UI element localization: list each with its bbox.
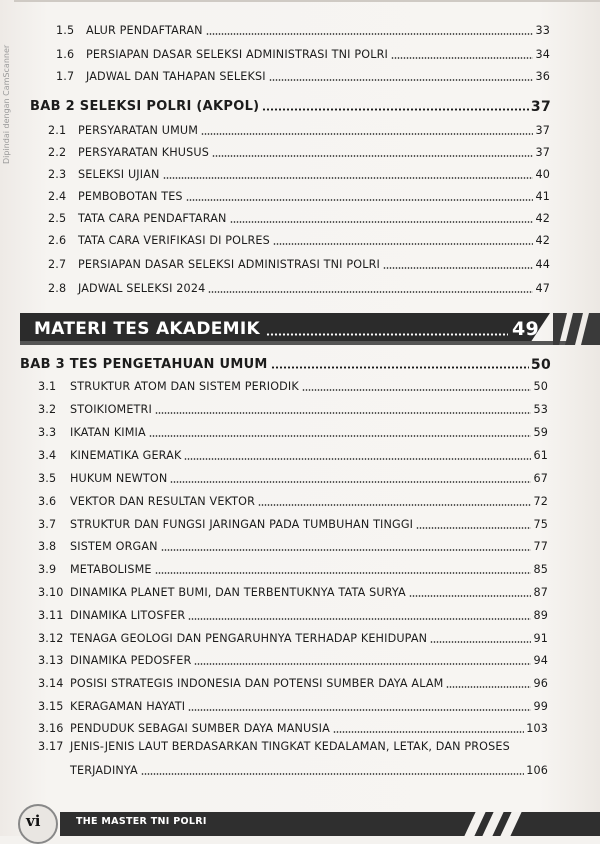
toc-entry[interactable] <box>48 124 550 138</box>
toc-entry[interactable] <box>38 722 548 736</box>
entry-number: 1.6 <box>56 48 75 61</box>
entry-number: 1.5 <box>56 24 75 37</box>
leader-dots <box>212 155 533 157</box>
toc-entry[interactable] <box>38 586 548 600</box>
leader-dots <box>201 133 533 135</box>
entry-title: TATA CARA PENDAFTARAN <box>78 212 227 225</box>
toc-entry[interactable] <box>38 495 548 509</box>
entry-title: PERSYARATAN UMUM <box>78 124 199 137</box>
toc-entry[interactable] <box>48 190 550 204</box>
footer-brand: THE MASTER TNI POLRI <box>76 816 207 827</box>
entry-title: IKATAN KIMIA <box>70 426 146 439</box>
entry-title: DINAMIKA PLANET BUMI, DAN TERBENTUKNYA TATA SURYA <box>70 586 406 599</box>
toc-entry[interactable] <box>48 146 550 160</box>
leader-dots <box>170 481 531 483</box>
entry-page: 33 <box>535 24 550 37</box>
entry-title: METABOLISME <box>70 563 152 576</box>
entry-number: 3.9 <box>38 563 57 576</box>
leader-dots <box>333 731 524 733</box>
toc-entry[interactable] <box>38 654 548 668</box>
entry-title: DINAMIKA LITOSFER <box>70 609 186 622</box>
toc-entry[interactable] <box>38 540 548 554</box>
entry-title: POSISI STRATEGIS INDONESIA DAN POTENSI SUMBER DAYA ALAM <box>70 677 444 690</box>
chapter-heading[interactable] <box>30 100 551 114</box>
leader-dots <box>184 458 531 460</box>
leader-dots <box>155 412 532 414</box>
leader-dots <box>206 33 534 35</box>
leader-dots <box>273 243 534 245</box>
entry-title: KINEMATIKA GERAK <box>70 449 182 462</box>
entry-page: 47 <box>535 282 550 295</box>
chapter-page: 37 <box>530 99 551 115</box>
toc-entry[interactable] <box>38 449 548 463</box>
entry-page: 91 <box>533 632 548 645</box>
entry-page: 72 <box>533 495 548 508</box>
leader-dots <box>383 267 534 269</box>
leader-dots <box>230 221 534 223</box>
section-title: MATERI TES AKADEMIK <box>34 319 260 339</box>
entry-page: 77 <box>533 540 548 553</box>
entry-page: 85 <box>533 563 548 576</box>
entry-page: 87 <box>533 586 548 599</box>
entry-number: 3.5 <box>38 472 57 485</box>
top-divider <box>14 0 600 2</box>
leader-dots <box>194 663 531 665</box>
leader-dots <box>430 641 531 643</box>
scanner-watermark: Dipindai dengan CamScanner <box>2 44 11 164</box>
entry-page: 50 <box>533 380 548 393</box>
entry-page: 44 <box>535 258 550 271</box>
leader-dots <box>188 618 531 620</box>
toc-entry[interactable] <box>38 740 548 777</box>
entry-title: PERSYARATAN KHUSUS <box>78 146 209 159</box>
entry-number: 2.5 <box>48 212 67 225</box>
entry-number: 3.13 <box>38 654 64 667</box>
entry-number: 3.11 <box>38 609 64 622</box>
entry-number: 3.4 <box>38 449 57 462</box>
leader-dots <box>269 79 534 81</box>
entry-page: 61 <box>533 449 548 462</box>
entry-title-line1: JENIS-JENIS LAUT BERDASARKAN TINGKAT KEDALAMAN, LETAK, DAN PROSES <box>70 740 510 753</box>
entry-number: 3.10 <box>38 586 64 599</box>
entry-number: 3.12 <box>38 632 64 645</box>
entry-title-line2: TERJADINYA <box>70 764 138 777</box>
entry-page: 42 <box>535 212 550 225</box>
entry-title: HUKUM NEWTON <box>70 472 168 485</box>
toc-entry[interactable] <box>38 609 548 623</box>
toc-entry[interactable] <box>38 700 548 714</box>
toc-entry[interactable] <box>56 48 550 62</box>
entry-page: 37 <box>535 146 550 159</box>
entry-page: 41 <box>535 190 550 203</box>
leader-dots <box>258 504 531 506</box>
leader-dots <box>188 709 531 711</box>
section-page: 49 <box>511 318 539 340</box>
entry-number: 3.1 <box>38 380 57 393</box>
toc-entry[interactable] <box>48 282 550 296</box>
toc-entry[interactable] <box>56 70 550 84</box>
entry-number: 3.17 <box>38 740 64 753</box>
toc-entry[interactable] <box>38 677 548 691</box>
entry-page: 53 <box>533 403 548 416</box>
entry-title: DINAMIKA PEDOSFER <box>70 654 192 667</box>
entry-title: JADWAL SELEKSI 2024 <box>78 282 206 295</box>
entry-title: PERSIAPAN DASAR SELEKSI ADMINISTRASI TNI POLRI <box>78 258 380 271</box>
leader-dots <box>446 686 531 688</box>
entry-page: 37 <box>535 124 550 137</box>
entry-page: 42 <box>535 234 550 247</box>
entry-number: 3.3 <box>38 426 57 439</box>
chapter-page: 50 <box>530 357 551 373</box>
entry-title: TATA CARA VERIFIKASI DI POLRES <box>78 234 270 247</box>
entry-page: 34 <box>535 48 550 61</box>
entry-number: 3.14 <box>38 677 64 690</box>
leader-dots <box>149 435 532 437</box>
entry-title: TENAGA GEOLOGI DAN PENGARUHNYA TERHADAP KEHIDUPAN <box>70 632 428 645</box>
entry-title: PERSIAPAN DASAR SELEKSI ADMINISTRASI TNI POLRI <box>86 48 388 61</box>
entry-number: 3.16 <box>38 722 64 735</box>
toc-entry[interactable] <box>48 168 550 182</box>
toc-entry[interactable] <box>56 24 550 38</box>
toc-entry[interactable] <box>48 234 550 248</box>
entry-title: SELEKSI UJIAN <box>78 168 160 181</box>
entry-page: 103 <box>526 722 548 735</box>
toc-entry[interactable] <box>38 403 548 417</box>
entry-number: 2.1 <box>48 124 67 137</box>
entry-page: 75 <box>533 518 548 531</box>
page-number: vi <box>26 812 41 830</box>
toc-entry[interactable] <box>38 426 548 440</box>
entry-number: 3.8 <box>38 540 57 553</box>
entry-title: STRUKTUR DAN FUNGSI JARINGAN PADA TUMBUHAN TINGGI <box>70 518 414 531</box>
toc-entry[interactable] <box>38 472 548 486</box>
entry-title: JADWAL DAN TAHAPAN SELEKSI <box>86 70 266 83</box>
toc-entry[interactable] <box>38 380 548 394</box>
leader-dots <box>416 527 531 529</box>
page-footer <box>0 800 600 836</box>
entry-title: PEMBOBOTAN TES <box>78 190 183 203</box>
entry-number: 1.7 <box>56 70 75 83</box>
entry-page: 36 <box>535 70 550 83</box>
entry-number: 2.6 <box>48 234 67 247</box>
entry-title: STOIKIOMETRI <box>70 403 152 416</box>
leader-dots <box>266 333 508 336</box>
toc-entry[interactable] <box>38 518 548 532</box>
entry-number: 2.8 <box>48 282 67 295</box>
leader-dots <box>163 177 534 179</box>
entry-page: 96 <box>533 677 548 690</box>
section-banner-text[interactable] <box>34 314 539 344</box>
banner-accent-stripes <box>553 313 600 345</box>
chapter-heading[interactable] <box>20 358 551 372</box>
leader-dots <box>391 57 534 59</box>
leader-dots <box>302 389 532 391</box>
toc-entry[interactable] <box>48 212 550 226</box>
toc-entry[interactable] <box>48 258 550 272</box>
leader-dots <box>141 773 524 775</box>
entry-number: 3.7 <box>38 518 57 531</box>
entry-title: ALUR PENDAFTARAN <box>86 24 203 37</box>
toc-entry[interactable] <box>38 563 548 577</box>
leader-dots <box>208 291 533 293</box>
leader-dots <box>409 595 532 597</box>
entry-title: KERAGAMAN HAYATI <box>70 700 186 713</box>
entry-page: 67 <box>533 472 548 485</box>
entry-page: 106 <box>526 764 548 777</box>
toc-entry[interactable] <box>38 632 548 646</box>
entry-title: PENDUDUK SEBAGAI SUMBER DAYA MANUSIA <box>70 722 330 735</box>
leader-dots <box>262 108 529 111</box>
leader-dots <box>155 572 532 574</box>
leader-dots <box>186 199 534 201</box>
entry-number: 2.4 <box>48 190 67 203</box>
chapter-title: BAB 3 TES PENGETAHUAN UMUM <box>20 357 268 372</box>
leader-dots <box>271 366 529 369</box>
entry-number: 2.3 <box>48 168 67 181</box>
chapter-title: BAB 2 SELEKSI POLRI (AKPOL) <box>30 99 260 114</box>
entry-title: STRUKTUR ATOM DAN SISTEM PERIODIK <box>70 380 299 393</box>
entry-page: 99 <box>533 700 548 713</box>
entry-page: 94 <box>533 654 548 667</box>
entry-title: VEKTOR DAN RESULTAN VEKTOR <box>70 495 256 508</box>
entry-number: 3.15 <box>38 700 64 713</box>
entry-title: SISTEM ORGAN <box>70 540 158 553</box>
entry-number: 2.7 <box>48 258 67 271</box>
leader-dots <box>161 549 532 551</box>
entry-number: 3.2 <box>38 403 57 416</box>
entry-page: 59 <box>533 426 548 439</box>
entry-number: 2.2 <box>48 146 67 159</box>
entry-page: 40 <box>535 168 550 181</box>
entry-number: 3.6 <box>38 495 57 508</box>
entry-page: 89 <box>533 609 548 622</box>
